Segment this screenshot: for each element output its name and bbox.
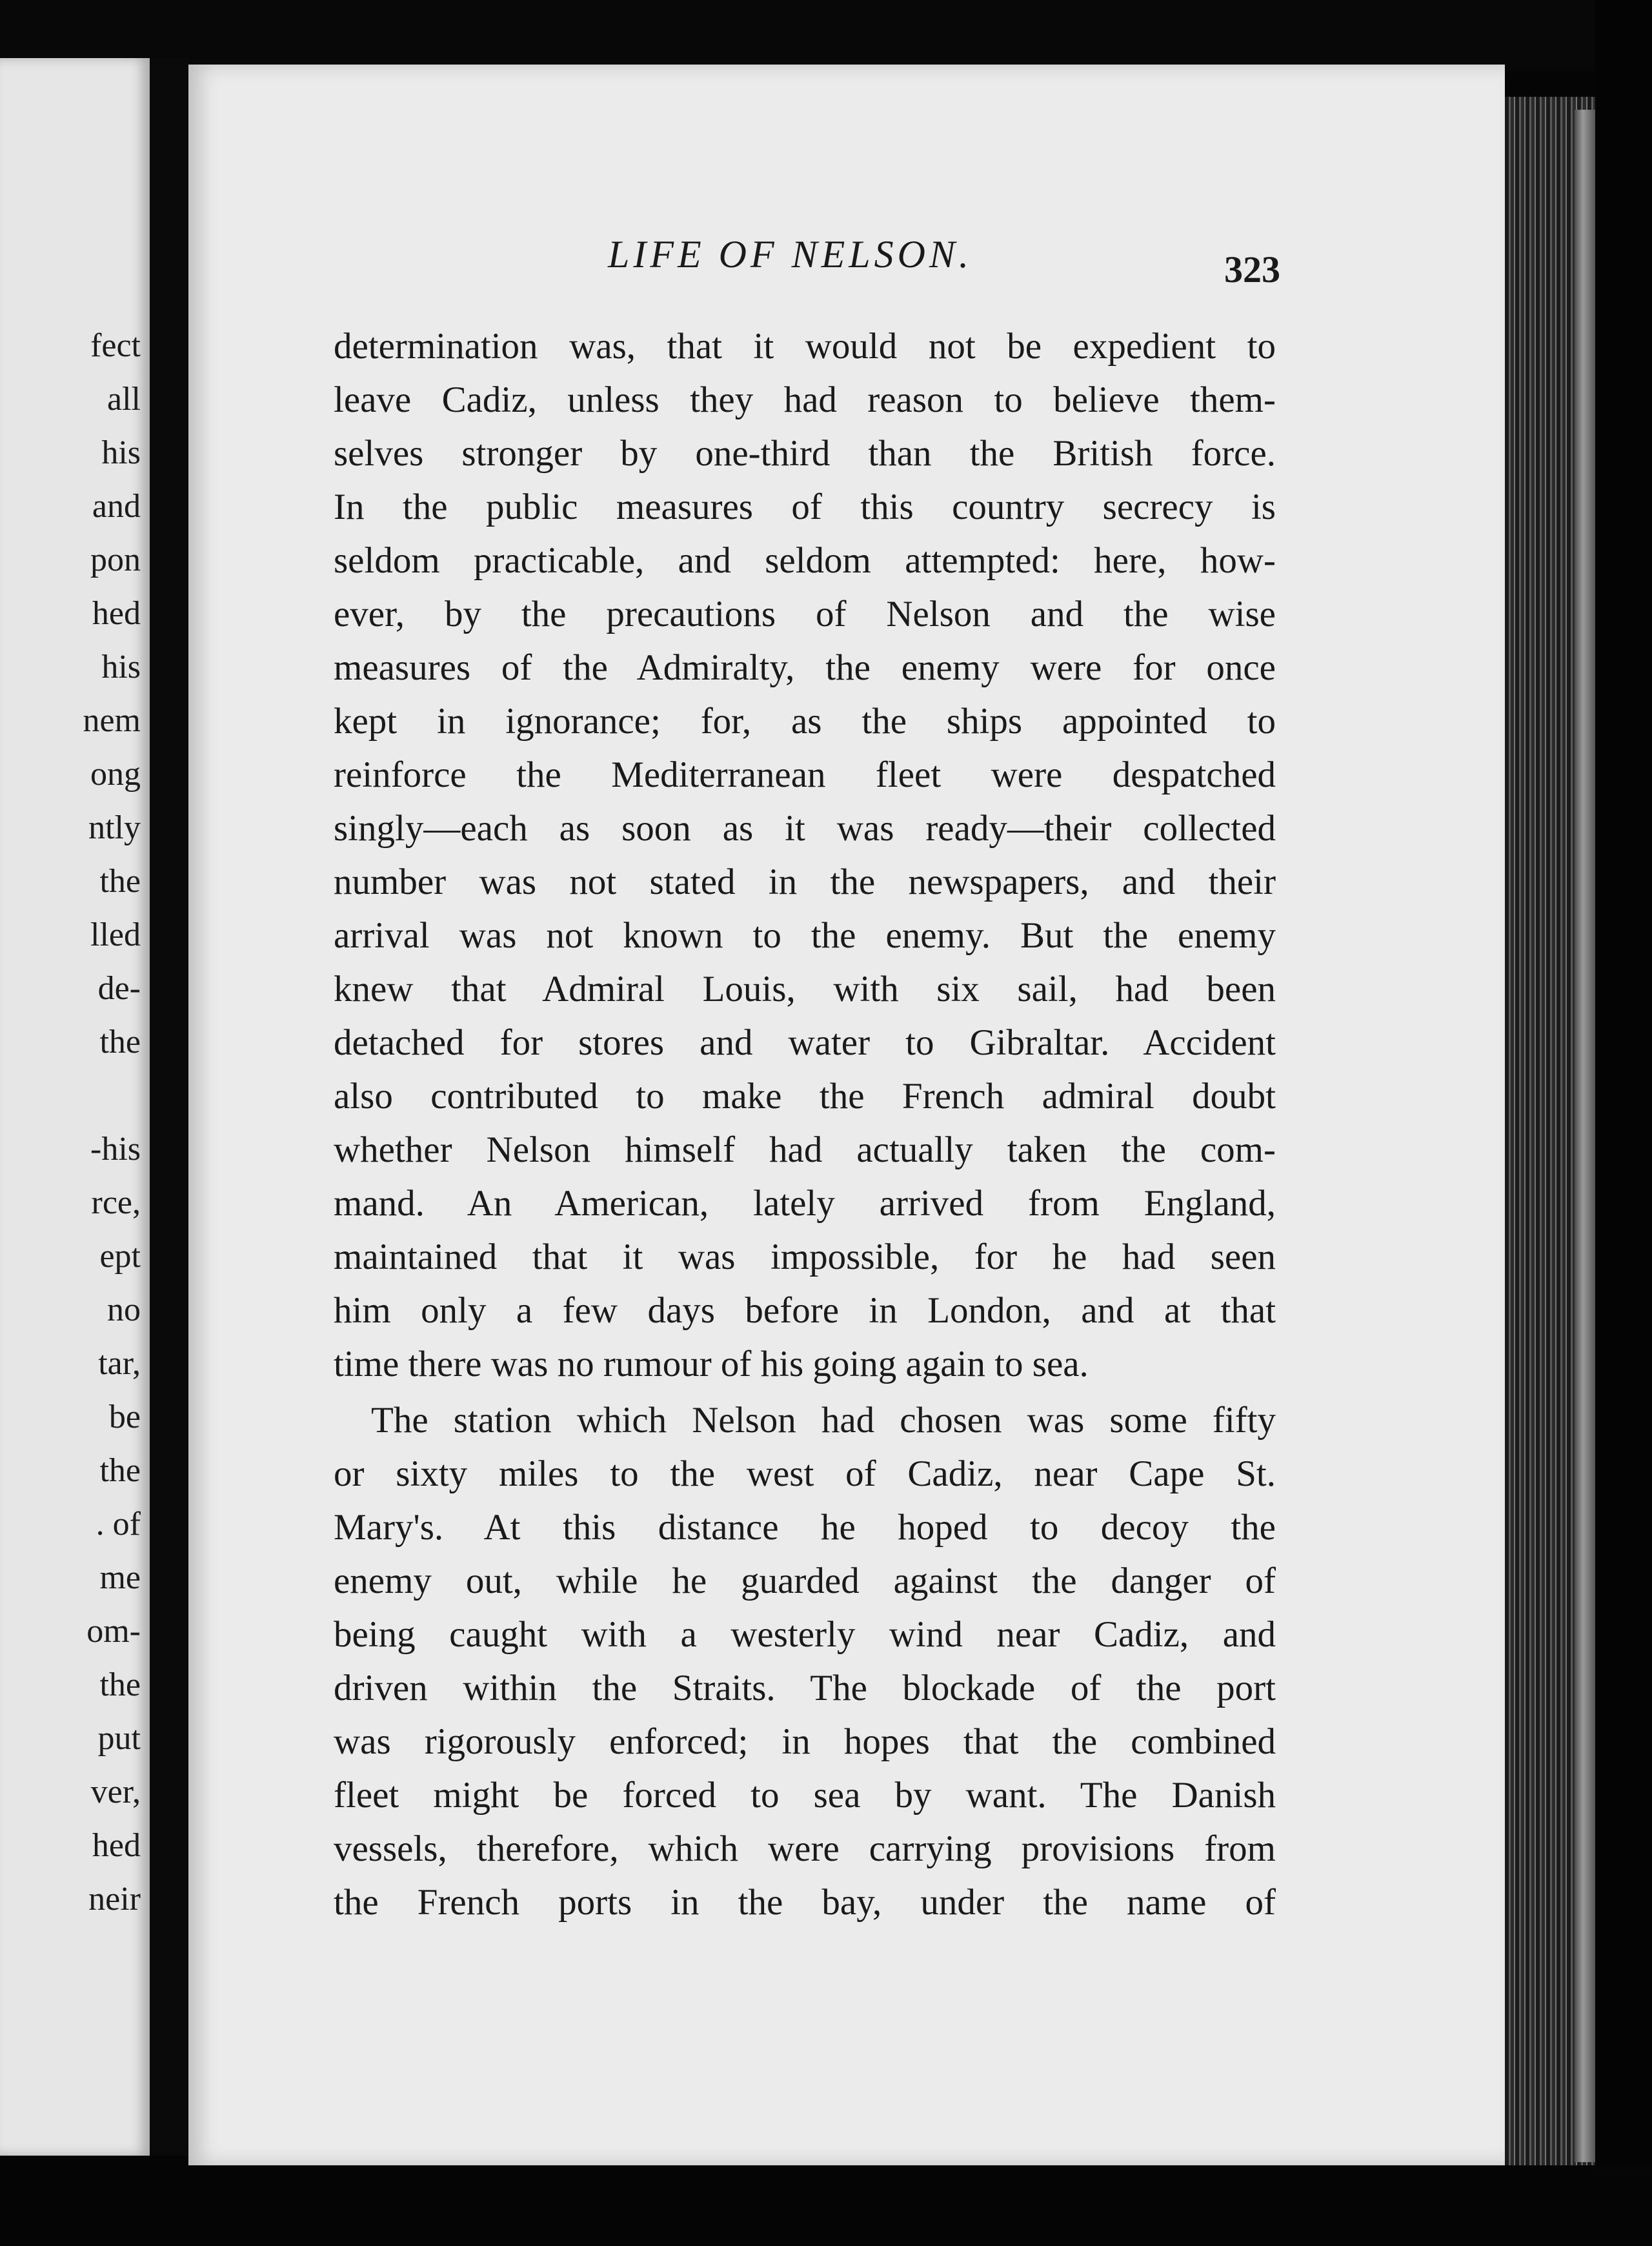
left-page-line: all — [107, 381, 141, 418]
left-page-line: de- — [97, 970, 141, 1007]
text-line: seldom practicable, and seldom attempted: here, how- — [334, 540, 1276, 581]
running-head: LIFE OF NELSON. — [608, 233, 973, 276]
left-page-line: ong — [90, 756, 141, 793]
left-page-line: om- — [86, 1613, 141, 1650]
text-line: fleet might be forced to sea by want. The Danish — [334, 1775, 1276, 1816]
scan-border-bottom — [0, 2165, 1652, 2246]
left-page-line: rce, — [91, 1184, 141, 1221]
left-page-line: neir — [88, 1881, 141, 1917]
scan-border-top — [0, 0, 1652, 71]
left-page-line: be — [108, 1399, 141, 1435]
book-fore-edge-highlight — [1575, 110, 1595, 2162]
book-page — [188, 65, 1505, 2165]
text-line: measures of the Admiralty, the enemy were for once — [334, 647, 1276, 688]
left-page-line: and — [92, 488, 141, 525]
text-line: ever, by the precautions of Nelson and the wise — [334, 594, 1276, 634]
left-page-line: -his — [90, 1131, 141, 1168]
left-page-line: hed — [92, 595, 141, 632]
text-line: the French ports in the bay, under the name of — [334, 1882, 1276, 1923]
text-line: arrival was not known to the enemy. But the enemy — [334, 915, 1276, 956]
text-line: determination was, that it would not be expedient to — [334, 326, 1276, 367]
left-page-line: pon — [90, 541, 141, 578]
text-line: or sixty miles to the west of Cadiz, near Cape St. — [334, 1453, 1276, 1494]
left-page-line: his — [101, 649, 141, 685]
text-line: The station which Nelson had chosen was some fifty — [371, 1400, 1276, 1441]
book-gutter — [150, 58, 188, 2156]
left-page-line: the — [99, 1452, 141, 1489]
left-page-line: nem — [83, 702, 141, 739]
text-line: was rigorously enforced; in hopes that the combined — [334, 1721, 1276, 1762]
text-line: whether Nelson himself had actually taken the com- — [334, 1129, 1276, 1170]
text-line: In the public measures of this country secrecy is — [334, 487, 1276, 527]
left-page-line: fect — [90, 327, 141, 364]
scan-border-right — [1595, 0, 1652, 2246]
left-page-line: ept — [99, 1238, 141, 1275]
left-page-line: no — [107, 1291, 141, 1328]
left-page-line: the — [99, 1666, 141, 1703]
text-line: time there was no rumour of his going again to sea. — [334, 1344, 1089, 1384]
text-line: being caught with a westerly wind near Cadiz, and — [334, 1614, 1276, 1655]
left-page-line: his — [101, 434, 141, 471]
text-line: mand. An American, lately arrived from England, — [334, 1183, 1276, 1224]
text-line: maintained that it was impossible, for he had seen — [334, 1237, 1276, 1277]
text-line: detached for stores and water to Gibraltar. Accident — [334, 1022, 1276, 1063]
left-page-line: the — [99, 863, 141, 900]
text-line: leave Cadiz, unless they had reason to believe them- — [334, 379, 1276, 420]
text-line: vessels, therefore, which were carrying provisions from — [334, 1828, 1276, 1869]
left-page-line: me — [99, 1559, 141, 1596]
text-line: selves stronger by one-third than the British force. — [334, 433, 1276, 474]
text-line: enemy out, while he guarded against the danger of — [334, 1561, 1276, 1601]
left-page-line: put — [97, 1720, 141, 1757]
left-page-line: ver, — [90, 1774, 141, 1810]
text-line: knew that Admiral Louis, with six sail, had been — [334, 969, 1276, 1009]
page-number: 323 — [1224, 248, 1280, 290]
text-line: singly—each as soon as it was ready—their collected — [334, 808, 1276, 849]
text-line: number was not stated in the newspapers, and their — [334, 862, 1276, 902]
left-page-line: . of — [96, 1506, 141, 1543]
left-page-fragment — [0, 58, 150, 2156]
left-page-line: the — [99, 1024, 141, 1060]
left-page-line: ntly — [88, 809, 141, 846]
text-line: kept in ignorance; for, as the ships appointed to — [334, 701, 1276, 742]
left-page-line: lled — [90, 916, 141, 953]
left-page-line: hed — [92, 1827, 141, 1864]
text-line: him only a few days before in London, and at that — [334, 1290, 1276, 1331]
text-line: Mary's. At this distance he hoped to decoy the — [334, 1507, 1276, 1548]
left-page-line: tar, — [98, 1345, 141, 1382]
text-line: reinforce the Mediterranean fleet were despatched — [334, 754, 1276, 795]
text-line: also contributed to make the French admiral doubt — [334, 1076, 1276, 1117]
text-line: driven within the Straits. The blockade of the port — [334, 1668, 1276, 1708]
